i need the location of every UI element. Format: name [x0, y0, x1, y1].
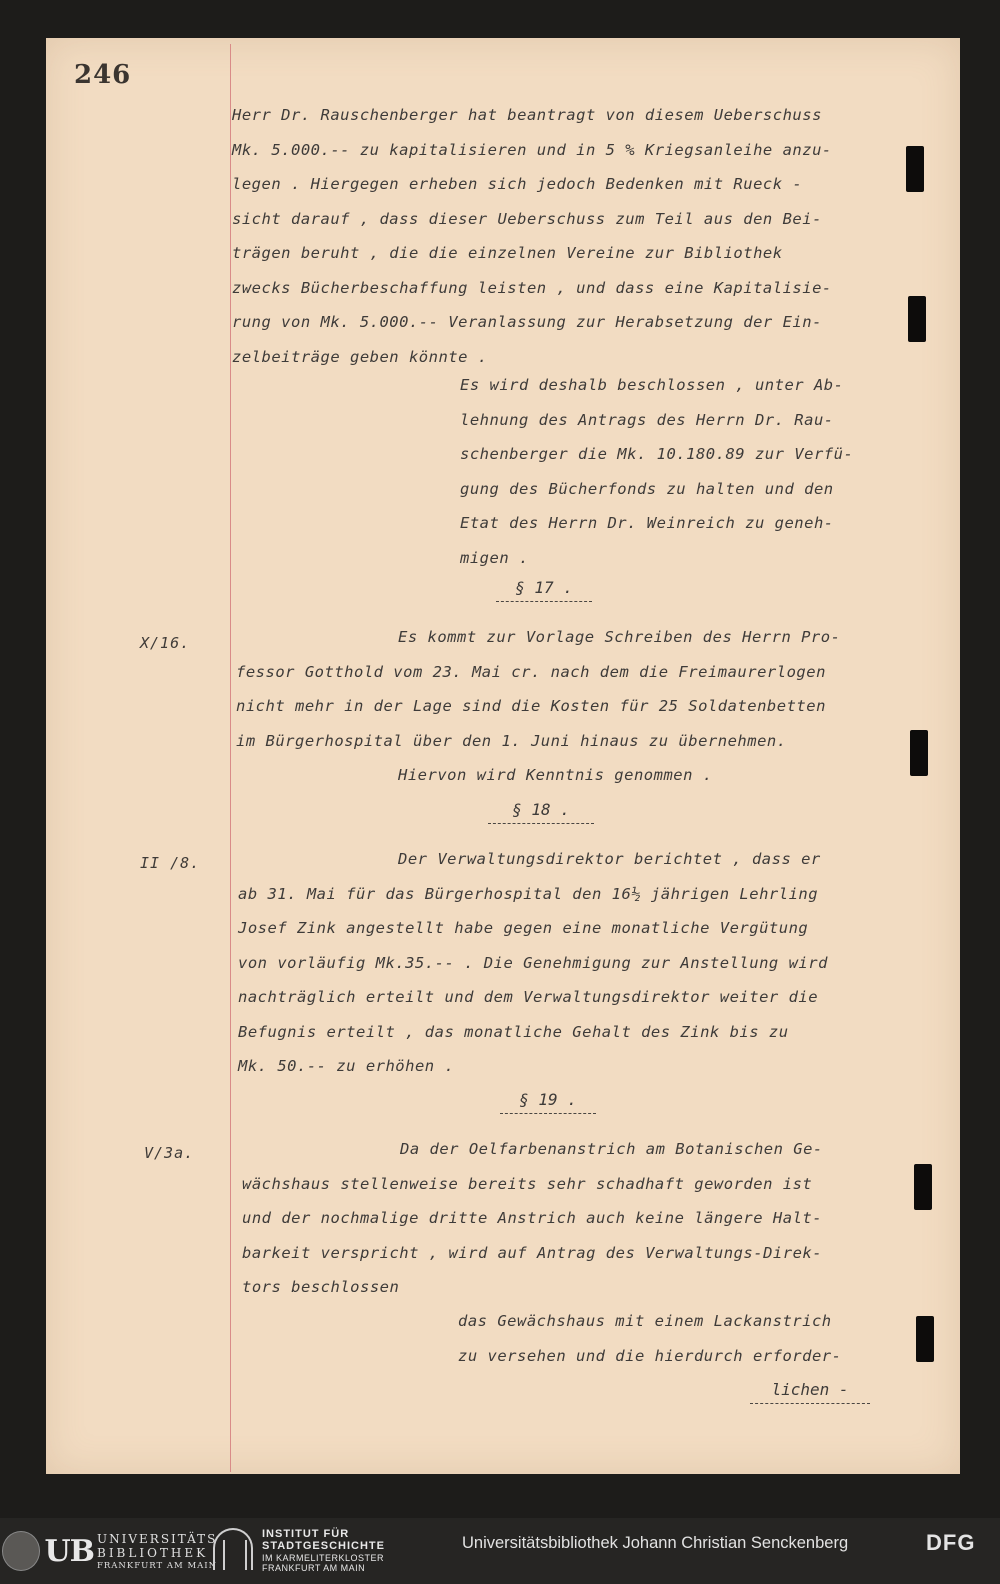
ub-logo-text — [97, 1532, 217, 1571]
text-line: das Gewächshaus mit einem Lackanstrich — [458, 1312, 832, 1330]
catchword-text: lichen - — [771, 1380, 849, 1399]
text-line: nicht mehr in der Lage sind die Kosten für 25 Soldatenbetten — [236, 697, 826, 715]
text-line: zelbeiträge geben könnte . — [232, 347, 488, 366]
text-line: ab 31. Mai für das Bürgerhospital den 16½ jährigen Lehrling — [238, 884, 819, 903]
text-line: zwecks Bücherbeschaffung leisten , und dass eine Kapitalisie- — [232, 278, 832, 297]
binding-tab — [906, 146, 924, 192]
text-line: zu versehen und die hierdurch erforder- — [458, 1346, 842, 1365]
text-line: Hiervon wird Kenntnis genommen . — [398, 766, 713, 784]
paragraph-dividend-proposal — [232, 98, 832, 374]
catchword — [748, 1380, 872, 1404]
isg-line-4: FRANKFURT AM MAIN — [262, 1563, 366, 1573]
section-heading-text: § 19 . — [519, 1090, 577, 1109]
margin-rule — [230, 44, 231, 1472]
footer-bar — [0, 1518, 1000, 1584]
ub-logo — [2, 1530, 94, 1572]
isg-line-1: INSTITUT FÜR — [262, 1528, 350, 1540]
text-line: Da der Oelfarbenanstrich am Botanischen Ge- — [400, 1140, 823, 1158]
text-line: im Bürgerhospital über den 1. Juni hinaus zu übernehmen. — [236, 731, 787, 750]
text-line: wächshaus stellenweise bereits sehr schadhaft geworden ist — [242, 1174, 813, 1193]
heading-underline — [488, 823, 594, 824]
margin-reference: X/16. — [140, 634, 191, 652]
text-line: legen . Hiergegen erheben sich jedoch Bedenken mit Rueck - — [232, 175, 803, 193]
section-heading-text: § 17 . — [515, 578, 573, 597]
ub-line-2: BIBLIOTHEK — [97, 1546, 209, 1560]
text-line: Mk. 50.-- zu erhöhen . — [238, 1057, 455, 1075]
text-line: lehnung des Antrags des Herrn Dr. Rau- — [460, 410, 834, 429]
text-line: Der Verwaltungsdirektor berichtet , dass er — [398, 850, 821, 868]
dfg-logo: DFG — [926, 1530, 976, 1555]
catchword-underline — [750, 1403, 870, 1404]
paragraph-apprentice — [238, 842, 828, 1084]
text-line: barkeit verspricht , wird auf Antrag des Verwaltungs-Direk- — [242, 1243, 823, 1262]
isg-logo-text — [262, 1528, 385, 1573]
ub-line-3: FRANKFURT AM MAIN — [97, 1561, 218, 1571]
ub-logo-letters: UB — [44, 1533, 94, 1569]
paragraph-lacquer — [458, 1304, 841, 1373]
isg-arch-icon — [213, 1528, 253, 1570]
text-line: nachträglich erteilt und dem Verwaltungsdirektor weiter die — [238, 988, 819, 1006]
binding-tab — [910, 730, 928, 776]
binding-tab — [916, 1316, 934, 1362]
text-line: Etat des Herrn Dr. Weinreich zu geneh- — [460, 514, 834, 532]
text-line: Befugnis erteilt , das monatliche Gehalt des Zink bis zu — [238, 1022, 789, 1041]
section-heading-text: § 18 . — [512, 800, 570, 819]
paragraph-letter — [236, 620, 840, 758]
binding-tab — [908, 296, 926, 342]
library-name: Universitätsbibliothek Johann Christian Senckenberg — [462, 1534, 849, 1552]
paragraph-resolution — [460, 368, 853, 575]
margin-reference: II /8. — [140, 854, 201, 872]
paragraph-noted — [398, 758, 713, 793]
ub-seal-icon — [2, 1531, 40, 1571]
ub-line-1: UNIVERSITÄTS — [97, 1532, 218, 1546]
paragraph-greenhouse — [242, 1132, 823, 1305]
text-line: rung von Mk. 5.000.-- Veranlassung zur Herabsetzung der Ein- — [232, 313, 822, 331]
text-line: Herr Dr. Rauschenberger hat beantragt von diesem Ueberschuss — [232, 106, 822, 124]
section-heading — [494, 578, 594, 602]
section-heading — [498, 1090, 598, 1114]
document-page — [46, 38, 960, 1474]
text-line: und der nochmalige dritte Anstrich auch keine längere Halt- — [242, 1209, 823, 1227]
isg-line-2: STADTGESCHICHTE — [262, 1540, 385, 1552]
text-line: trägen beruht , die die einzelnen Vereine zur Bibliothek — [232, 244, 783, 262]
text-line: gung des Bücherfonds zu halten und den — [460, 479, 834, 498]
binding-tab — [914, 1164, 932, 1210]
heading-underline — [500, 1113, 596, 1114]
text-line: schenberger die Mk. 10.180.89 zur Verfü- — [460, 445, 854, 463]
margin-reference: V/3a. — [144, 1144, 195, 1162]
heading-underline — [496, 601, 592, 602]
text-line: von vorläufig Mk.35.-- . Die Genehmigung zur Anstellung wird — [238, 953, 828, 972]
text-line: Mk. 5.000.-- zu kapitalisieren und in 5 % Kriegsanleihe anzu- — [232, 140, 832, 159]
section-heading — [486, 800, 596, 824]
isg-line-3: IM KARMELITERKLOSTER — [262, 1553, 385, 1563]
text-line: migen . — [460, 548, 529, 567]
text-line: Es wird deshalb beschlossen , unter Ab- — [460, 376, 844, 394]
page-number: 246 — [74, 60, 132, 90]
text-line: sicht darauf , dass dieser Ueberschuss zum Teil aus den Bei- — [232, 209, 822, 228]
text-line: fessor Gotthold vom 23. Mai cr. nach dem die Freimaurerlogen — [236, 662, 826, 681]
text-line: Josef Zink angestellt habe gegen eine monatliche Vergütung — [238, 919, 809, 937]
text-line: Es kommt zur Vorlage Schreiben des Herrn Pro- — [398, 628, 841, 646]
text-line: tors beschlossen — [242, 1278, 400, 1296]
